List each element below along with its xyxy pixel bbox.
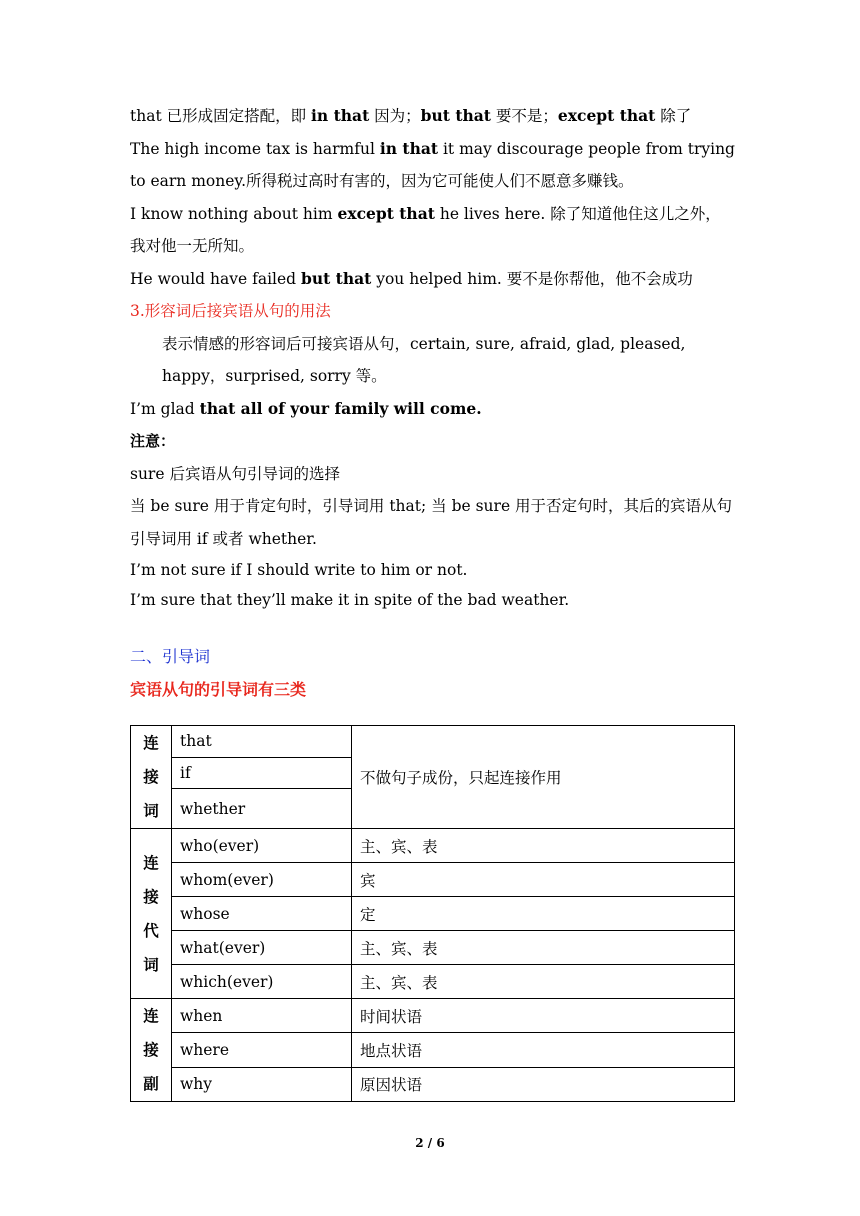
table-cell: 地点状语 bbox=[352, 1033, 735, 1067]
table-cell: why bbox=[172, 1067, 352, 1101]
table-cell-function: 不做句子成份，只起连接作用 bbox=[352, 726, 735, 829]
table-cell: that bbox=[172, 726, 352, 758]
category-conjunction: 连 接 词 bbox=[131, 726, 172, 829]
table-cell: 时间状语 bbox=[352, 999, 735, 1033]
table-row bbox=[131, 999, 735, 1033]
subsection-heading: 宾语从句的引导词有三类 bbox=[130, 679, 307, 699]
table-row bbox=[131, 1067, 735, 1101]
connector-table bbox=[130, 725, 735, 1102]
fixed-phrases-line: that 已形成固定搭配，即 in that 因为；but that 要不是；except that 除了 bbox=[130, 106, 692, 125]
table-cell: whether bbox=[172, 789, 352, 829]
document-body bbox=[130, 100, 735, 706]
example-glad: I’m glad that all of your family will come. bbox=[130, 398, 482, 418]
table-cell: 原因状语 bbox=[352, 1067, 735, 1101]
table-cell: when bbox=[172, 999, 352, 1033]
example-in-that: The high income tax is harmful in that it may discourage people from trying to earn money.所得税过高时有害的，因为它可能使人们不愿意多赚钱。 bbox=[130, 138, 735, 190]
page-number: 2 / 6 bbox=[415, 1136, 445, 1150]
note-label: 注意： bbox=[130, 432, 176, 450]
table-row bbox=[131, 863, 735, 897]
section-heading-3: 3.形容词后接宾语从句的用法 bbox=[130, 302, 331, 320]
table-cell: which(ever) bbox=[172, 965, 352, 999]
example-except-that: I know nothing about him except that he lives here. 除了知道他住这儿之外，我对他一无所知。 bbox=[130, 203, 721, 255]
table-cell: if bbox=[172, 757, 352, 789]
example-but-that: He would have failed but that you helped him. 要不是你帮他，他不会成功 bbox=[130, 268, 693, 288]
adjective-paragraph: 表示情感的形容词后可接宾语从句，certain, sure, afraid, glad, pleased, happy，surprised, sorry 等。 bbox=[162, 334, 686, 385]
table-row bbox=[131, 965, 735, 999]
example-not-sure: I’m not sure if I should write to him or not. bbox=[130, 561, 468, 579]
table-cell: 主、宾、表 bbox=[352, 931, 735, 965]
table-cell: whose bbox=[172, 897, 352, 931]
table-row bbox=[131, 931, 735, 965]
table-cell: whom(ever) bbox=[172, 863, 352, 897]
category-pronoun: 连 接 代 词 bbox=[131, 829, 172, 999]
table-cell: 定 bbox=[352, 897, 735, 931]
note-sure-rule: 当 be sure 用于肯定句时，引导词用 that; 当 be sure 用于否定句时，其后的宾语从句引导词用 if 或者 whether. bbox=[130, 497, 733, 548]
category-adverb: 连 接 副 bbox=[131, 999, 172, 1102]
section-heading-2: 二、引导词 bbox=[130, 647, 211, 666]
table-cell: what(ever) bbox=[172, 931, 352, 965]
table-row bbox=[131, 829, 735, 863]
table-cell: 主、宾、表 bbox=[352, 965, 735, 999]
note-sure-heading: sure 后宾语从句引导词的选择 bbox=[130, 464, 340, 483]
table-row bbox=[131, 897, 735, 931]
spacer bbox=[130, 615, 735, 641]
table-cell: where bbox=[172, 1033, 352, 1067]
table-row bbox=[131, 726, 735, 758]
table-cell: 主、宾、表 bbox=[352, 829, 735, 863]
table-cell: who(ever) bbox=[172, 829, 352, 863]
example-sure: I’m sure that they’ll make it in spite of the bad weather. bbox=[130, 591, 570, 609]
table-cell: 宾 bbox=[352, 863, 735, 897]
table-row bbox=[131, 1033, 735, 1067]
